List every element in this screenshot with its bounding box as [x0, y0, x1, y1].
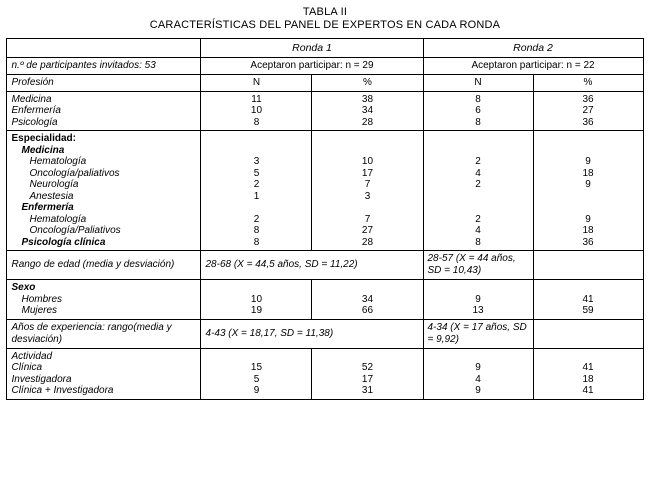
value-anestesia-r2-n [428, 191, 529, 203]
value-especialidad-r1-pct [316, 133, 418, 145]
value-oncologia-med-r1-pct: 17 [361, 167, 374, 179]
sex-r1n [201, 280, 311, 319]
activity-r1pct [312, 349, 422, 399]
invited-round2-cell [423, 58, 643, 75]
value-sexo-r1-n [205, 282, 307, 294]
value-oncologia-med-r2-pct: 18 [582, 167, 594, 179]
value-oncologia-enf-r2-pct: 18 [582, 225, 594, 236]
value-psicologia-clinica-r1-pct: 28 [361, 236, 374, 248]
value-psicologia-r2-n: 8 [475, 116, 481, 128]
specialty-r1pct-cell [312, 131, 423, 251]
age-round2-empty [534, 257, 643, 273]
value-clinica-investigadora-r1-n: 9 [253, 385, 260, 396]
value-psicologia-clinica-r2-n: 8 [475, 236, 481, 248]
value-clinica-r1-n: 15 [250, 362, 263, 373]
activity-r1n [201, 349, 311, 399]
value-especialidad-r2-pct [538, 133, 639, 145]
value-oncologia-enf-r1-pct: 27 [361, 225, 374, 236]
profession-rows-r2pct-cell [533, 91, 643, 131]
row-label-sexo: Sexo [11, 282, 36, 293]
age-label-cell [7, 251, 201, 280]
table-caption: CARACTERÍSTICAS DEL PANEL DE EXPERTOS EN CADA RONDA [149, 19, 501, 31]
profession-r1-n-label: N [252, 77, 261, 88]
value-neurologia-r1-pct: 7 [364, 179, 371, 190]
profession-rows-labels [7, 92, 200, 131]
sex-r1n-cell [201, 280, 312, 320]
value-enfermeria-r2-pct: 27 [582, 105, 594, 116]
value-clinica-r2-pct: 41 [582, 362, 594, 373]
experience-label-cell [7, 319, 201, 348]
value-investigadora-r1-n: 5 [253, 373, 260, 385]
value-psicologia-clinica-r1-n: 8 [253, 236, 260, 248]
expert-panel-table [6, 38, 643, 400]
age-round2-cell [423, 251, 533, 280]
profession-r2-n-label: N [474, 77, 482, 88]
profession-rows-r1pct-cell [312, 91, 423, 131]
row-label-esp-medicina: Medicina [21, 144, 65, 156]
table-row-experience [7, 319, 643, 348]
value-investigadora-r2-n: 4 [475, 373, 481, 385]
value-esp-enfermeria-r2-pct [538, 202, 639, 214]
profession-r1pct-cell [312, 75, 423, 92]
sex-r1pct-cell [312, 280, 423, 320]
value-mujeres-r1-n: 19 [250, 305, 263, 316]
value-esp-medicina-r2-n [428, 145, 529, 157]
activity-r2pct [534, 349, 643, 399]
profession-r2n-cell [423, 75, 533, 92]
value-hematologia-med-r2-n: 2 [475, 156, 481, 167]
value-oncologia-enf-r1-n: 8 [253, 225, 260, 236]
value-enfermeria-r1-pct: 34 [361, 105, 374, 116]
table-block-sex [7, 280, 643, 320]
sex-r2pct [534, 280, 643, 319]
sex-r2n-cell [423, 280, 533, 320]
sex-labels [7, 280, 200, 319]
experience-round2-cell [423, 319, 533, 348]
value-mujeres-r2-n: 13 [472, 305, 484, 316]
specialty-r2n-cell [423, 131, 533, 251]
table-row-profession-header [7, 75, 643, 92]
row-label-anestesia: Anestesia [29, 190, 74, 202]
value-medicina-r2-pct: 36 [582, 93, 594, 105]
profession-r2pct-cell [533, 75, 643, 92]
invited-label-cell [7, 58, 201, 75]
value-psicologia-clinica-r2-pct: 36 [582, 236, 594, 248]
value-actividad-r2-n [428, 351, 529, 363]
age-round2-empty-cell [533, 251, 643, 280]
value-enfermeria-r2-n: 6 [475, 105, 481, 116]
value-sexo-r2-n [428, 282, 529, 294]
profession-rows-r1n [201, 92, 311, 131]
profession-label: Profesión [11, 77, 54, 88]
profession-r1n-cell [201, 75, 312, 92]
specialty-labels [7, 131, 200, 250]
row-label-clinica-investigadora: Clínica + Investigadora [11, 385, 114, 396]
value-hematologia-enf-r1-pct: 7 [364, 213, 371, 225]
value-medicina-r1-n: 11 [251, 93, 262, 105]
value-actividad-r2-pct [538, 351, 639, 363]
value-hematologia-med-r2-pct: 9 [585, 156, 591, 167]
value-oncologia-med-r1-n: 5 [253, 167, 260, 179]
specialty-r1pct [312, 131, 422, 250]
value-clinica-r1-pct: 52 [361, 362, 374, 373]
value-actividad-r1-n [205, 351, 307, 363]
profession-label-cell [7, 75, 201, 92]
value-esp-medicina-r2-pct [538, 145, 639, 157]
value-hematologia-enf-r2-pct: 9 [585, 213, 591, 225]
profession-rows-r1n-cell [201, 91, 312, 131]
profession-rows-label-cell [7, 91, 201, 131]
row-label-actividad: Actividad [11, 350, 53, 362]
table-block-specialty [7, 131, 643, 251]
specialty-r2pct [534, 131, 643, 250]
page-title [0, 0, 650, 31]
value-hematologia-enf-r1-n: 2 [253, 213, 260, 225]
activity-r1n-cell [201, 348, 312, 399]
value-oncologia-enf-r2-n: 4 [475, 225, 481, 236]
value-hematologia-enf-r2-n: 2 [475, 213, 481, 225]
header-round1-cell [201, 39, 423, 58]
value-esp-enfermeria-r1-n [205, 202, 307, 214]
sex-label-cell [7, 280, 201, 320]
row-label-psicologia: Psicología [11, 116, 58, 128]
activity-labels [7, 349, 200, 399]
value-hombres-r2-n: 9 [475, 293, 481, 305]
experience-round2-empty [534, 326, 643, 342]
row-label-esp-enfermeria: Enfermería [21, 202, 74, 213]
experience-round2-value: 4-34 (X = 17 años, SD = 9,92) [427, 321, 527, 345]
value-esp-enfermeria-r2-n [428, 202, 529, 214]
row-label-investigadora: Investigadora [11, 373, 72, 385]
sex-r1pct [312, 280, 422, 319]
header-round1-label: Ronda 1 [292, 42, 332, 54]
header-corner-cell [7, 39, 201, 58]
row-label-medicina: Medicina [11, 93, 52, 105]
value-clinica-investigadora-r2-n: 9 [475, 385, 481, 396]
experience-round2-empty-cell [533, 319, 643, 348]
header-round2-cell [423, 39, 643, 58]
experience-round1-cell [201, 319, 423, 348]
header-corner-label [7, 46, 200, 50]
row-label-especialidad: Especialidad: [11, 133, 76, 144]
row-label-oncologia-paliativos-med: Oncología/paliativos [29, 167, 120, 179]
value-mujeres-r1-pct: 66 [361, 305, 374, 316]
experience-label: Años de experiencia: rango(media y desviación) [11, 321, 172, 345]
row-label-hematologia-enf: Hematología [29, 213, 87, 225]
value-psicologia-r1-pct: 28 [361, 116, 374, 128]
specialty-r2pct-cell [533, 131, 643, 251]
value-anestesia-r2-pct [538, 191, 639, 203]
value-investigadora-r1-pct: 17 [361, 373, 374, 385]
value-clinica-r2-n: 9 [475, 362, 481, 373]
value-esp-medicina-r1-pct [316, 145, 418, 157]
invited-label: n.º de participantes invitados: 53 [11, 60, 156, 71]
row-label-mujeres: Mujeres [21, 305, 58, 316]
age-label: Rango de edad (media y desviación) [11, 259, 175, 270]
invited-round1-cell [201, 58, 423, 75]
activity-label-cell [7, 348, 201, 399]
row-label-oncologia-paliativos-enf: Oncología/Paliativos [29, 225, 121, 236]
row-label-neurologia: Neurología [29, 179, 79, 190]
value-esp-enfermeria-r1-pct [316, 202, 418, 214]
value-neurologia-r2-pct: 9 [585, 179, 591, 190]
value-hombres-r1-n: 10 [250, 293, 263, 305]
row-label-enfermeria: Enfermería [11, 105, 61, 116]
value-hombres-r1-pct: 34 [361, 293, 374, 305]
value-oncologia-med-r2-n: 4 [475, 167, 481, 179]
profession-rows-r2n-cell [423, 91, 533, 131]
value-especialidad-r1-n [205, 133, 307, 145]
activity-r2n [424, 349, 533, 399]
invited-round1-value: Aceptaron participar: n = 29 [250, 60, 374, 72]
specialty-r1n [201, 131, 311, 250]
row-label-clinica: Clínica [11, 362, 43, 373]
invited-round2-value: Aceptaron participar: n = 22 [471, 60, 595, 72]
value-medicina-r1-pct: 38 [361, 93, 374, 105]
profession-rows-r2pct [534, 92, 643, 131]
value-psicologia-r1-n: 8 [253, 116, 260, 128]
value-psicologia-r2-pct: 36 [582, 116, 594, 128]
value-clinica-investigadora-r2-pct: 41 [582, 385, 594, 396]
value-hematologia-med-r1-n: 3 [253, 156, 260, 167]
value-anestesia-r1-n: 1 [253, 190, 260, 202]
value-sexo-r2-pct [538, 282, 639, 294]
value-hombres-r2-pct: 41 [582, 293, 594, 305]
sex-r2pct-cell [533, 280, 643, 320]
age-round1-value: 28-68 (X = 44,5 años, SD = 11,22) [205, 259, 358, 270]
table-block-activity [7, 348, 643, 399]
profession-r1-pct-label: % [363, 77, 372, 88]
value-medicina-r2-n: 8 [475, 93, 481, 105]
value-mujeres-r2-pct: 59 [582, 305, 594, 316]
value-esp-medicina-r1-n [205, 145, 307, 157]
row-label-hematologia-med: Hematología [29, 156, 87, 167]
value-especialidad-r2-n [428, 133, 529, 145]
age-round1-cell [201, 251, 423, 280]
table-header-row [7, 39, 643, 58]
value-enfermeria-r1-n: 10 [250, 105, 263, 116]
value-hematologia-med-r1-pct: 10 [361, 156, 374, 167]
profession-rows-r1pct [312, 92, 422, 131]
table-number: TABLA II [302, 6, 348, 18]
row-label-psicologia-clinica: Psicología clínica [21, 236, 106, 248]
value-clinica-investigadora-r1-pct: 31 [361, 385, 374, 396]
experience-round1-value: 4-43 (X = 18,17, SD = 11,38) [205, 327, 334, 339]
activity-r2pct-cell [533, 348, 643, 399]
activity-r1pct-cell [312, 348, 423, 399]
value-actividad-r1-pct [316, 351, 418, 363]
row-label-hombres: Hombres [21, 293, 63, 305]
value-neurologia-r1-n: 2 [253, 179, 260, 190]
profession-r2-pct-label: % [583, 77, 593, 88]
value-investigadora-r2-pct: 18 [582, 373, 594, 385]
profession-rows-r2n [424, 92, 533, 131]
age-round2-value: 28-57 (X = 44 años, SD = 10,43) [427, 253, 516, 276]
value-neurologia-r2-n: 2 [475, 179, 481, 190]
value-anestesia-r1-pct: 3 [364, 190, 371, 202]
specialty-r1n-cell [201, 131, 312, 251]
table-row-invited [7, 58, 643, 75]
specialty-r2n [424, 131, 533, 250]
activity-r2n-cell [423, 348, 533, 399]
table-row-age-range [7, 251, 643, 280]
sex-r2n [424, 280, 533, 319]
specialty-label-cell [7, 131, 201, 251]
header-round2-label: Ronda 2 [513, 42, 553, 54]
table-block-profession [7, 91, 643, 131]
value-sexo-r1-pct [316, 282, 418, 294]
